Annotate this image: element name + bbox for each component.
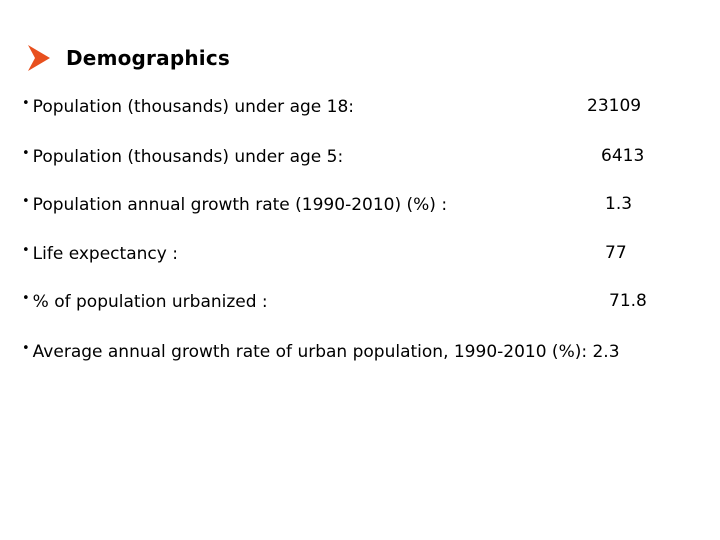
item-value: 77: [605, 243, 627, 263]
list-item-urban-growth-rate: [22, 341, 620, 367]
item-value: 6413: [601, 146, 645, 166]
bullet-icon: •: [22, 341, 30, 356]
item-label: Life expectancy :: [32, 244, 178, 264]
bullet-icon: •: [22, 96, 30, 111]
item-value: 1.3: [605, 194, 633, 214]
bullet-icon: •: [22, 146, 30, 161]
item-label: Population (thousands) under age 18:: [32, 97, 354, 117]
bullet-icon: •: [22, 194, 30, 209]
item-label: Average annual growth rate of urban population, 1990-2010 (%): 2.3: [32, 342, 620, 362]
item-label: % of population urbanized :: [32, 292, 268, 312]
list-item-annual-growth-rate: [22, 194, 447, 220]
list-item-life-expectancy: [22, 243, 178, 269]
list-item-urbanized: [22, 291, 268, 317]
bullet-icon: •: [22, 243, 30, 258]
item-value: 71.8: [609, 291, 647, 311]
list-item-population-under-18: [22, 96, 354, 122]
page-title: Demographics: [66, 46, 230, 70]
title-row: [26, 38, 230, 78]
bullet-icon: •: [22, 291, 30, 306]
arrowhead-icon: [26, 43, 52, 73]
item-label: Population annual growth rate (1990-2010) (%) :: [32, 195, 448, 215]
list-item-population-under-5: [22, 146, 343, 172]
item-label: Population (thousands) under age 5:: [32, 147, 344, 167]
item-value: 23109: [587, 96, 642, 116]
